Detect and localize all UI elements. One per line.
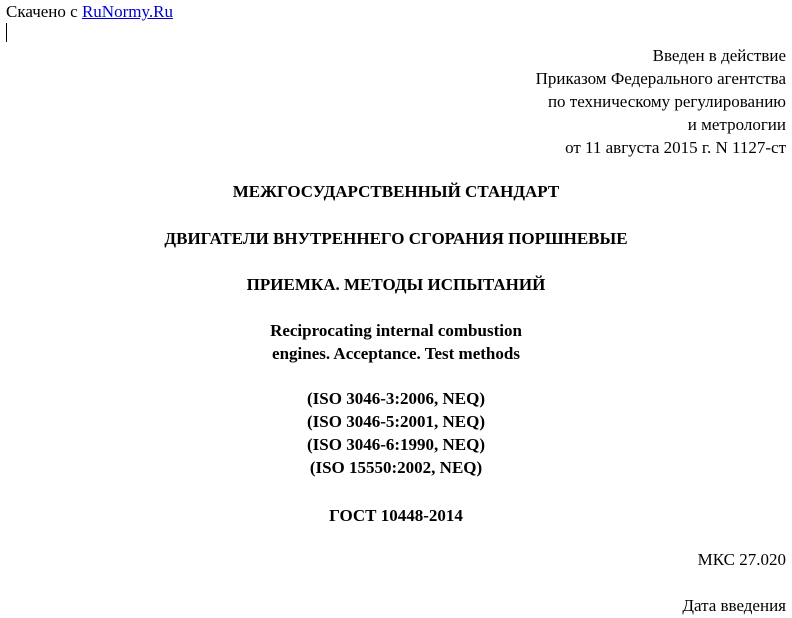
standard-title-en [0, 319, 792, 365]
iso-references [0, 387, 792, 479]
standard-subtitle-ru-text: ПРИЕМКА. МЕТОДЫ ИСПЫТАНИЙ [246, 275, 546, 294]
introduced-line: Приказом Федерального агентства [535, 69, 786, 88]
iso-reference: (ISO 3046-5:2001, NEQ) [306, 412, 486, 431]
iso-reference: (ISO 3046-6:1990, NEQ) [306, 435, 486, 454]
download-source-line [6, 0, 173, 23]
standard-title-en-line: engines. Acceptance. Test methods [272, 344, 520, 363]
iso-reference: (ISO 3046-3:2006, NEQ) [306, 389, 486, 408]
runormy-link[interactable]: RuNormy.Ru [81, 2, 173, 21]
introduced-line: и метрологии [687, 115, 786, 134]
standard-designation [0, 504, 792, 527]
download-source-prefix: Скачено с [6, 2, 78, 21]
introduced-line: по техническому регулированию [547, 92, 786, 111]
standard-title-ru-text: ДВИГАТЕЛИ ВНУТРЕННЕГО СГОРАНИЯ ПОРШНЕВЫЕ [164, 229, 628, 248]
text-cursor [6, 23, 7, 42]
introduced-line: от 11 августа 2015 г. N 1127-ст [565, 138, 786, 157]
introduced-block [536, 44, 786, 159]
introduction-date-label: Дата введения [682, 596, 786, 615]
standard-title-en-line: Reciprocating internal combustion [270, 321, 522, 340]
standard-subtitle-ru [0, 273, 792, 296]
iso-reference: (ISO 15550:2002, NEQ) [309, 458, 483, 477]
standard-designation-text: ГОСТ 10448-2014 [329, 506, 463, 525]
standard-type-text: МЕЖГОСУДАРСТВЕННЫЙ СТАНДАРТ [232, 182, 560, 201]
standard-type [0, 180, 792, 203]
mks-code: МКС 27.020 [697, 550, 786, 569]
introduced-line: Введен в действие [652, 46, 786, 65]
standard-title-ru [0, 227, 792, 250]
